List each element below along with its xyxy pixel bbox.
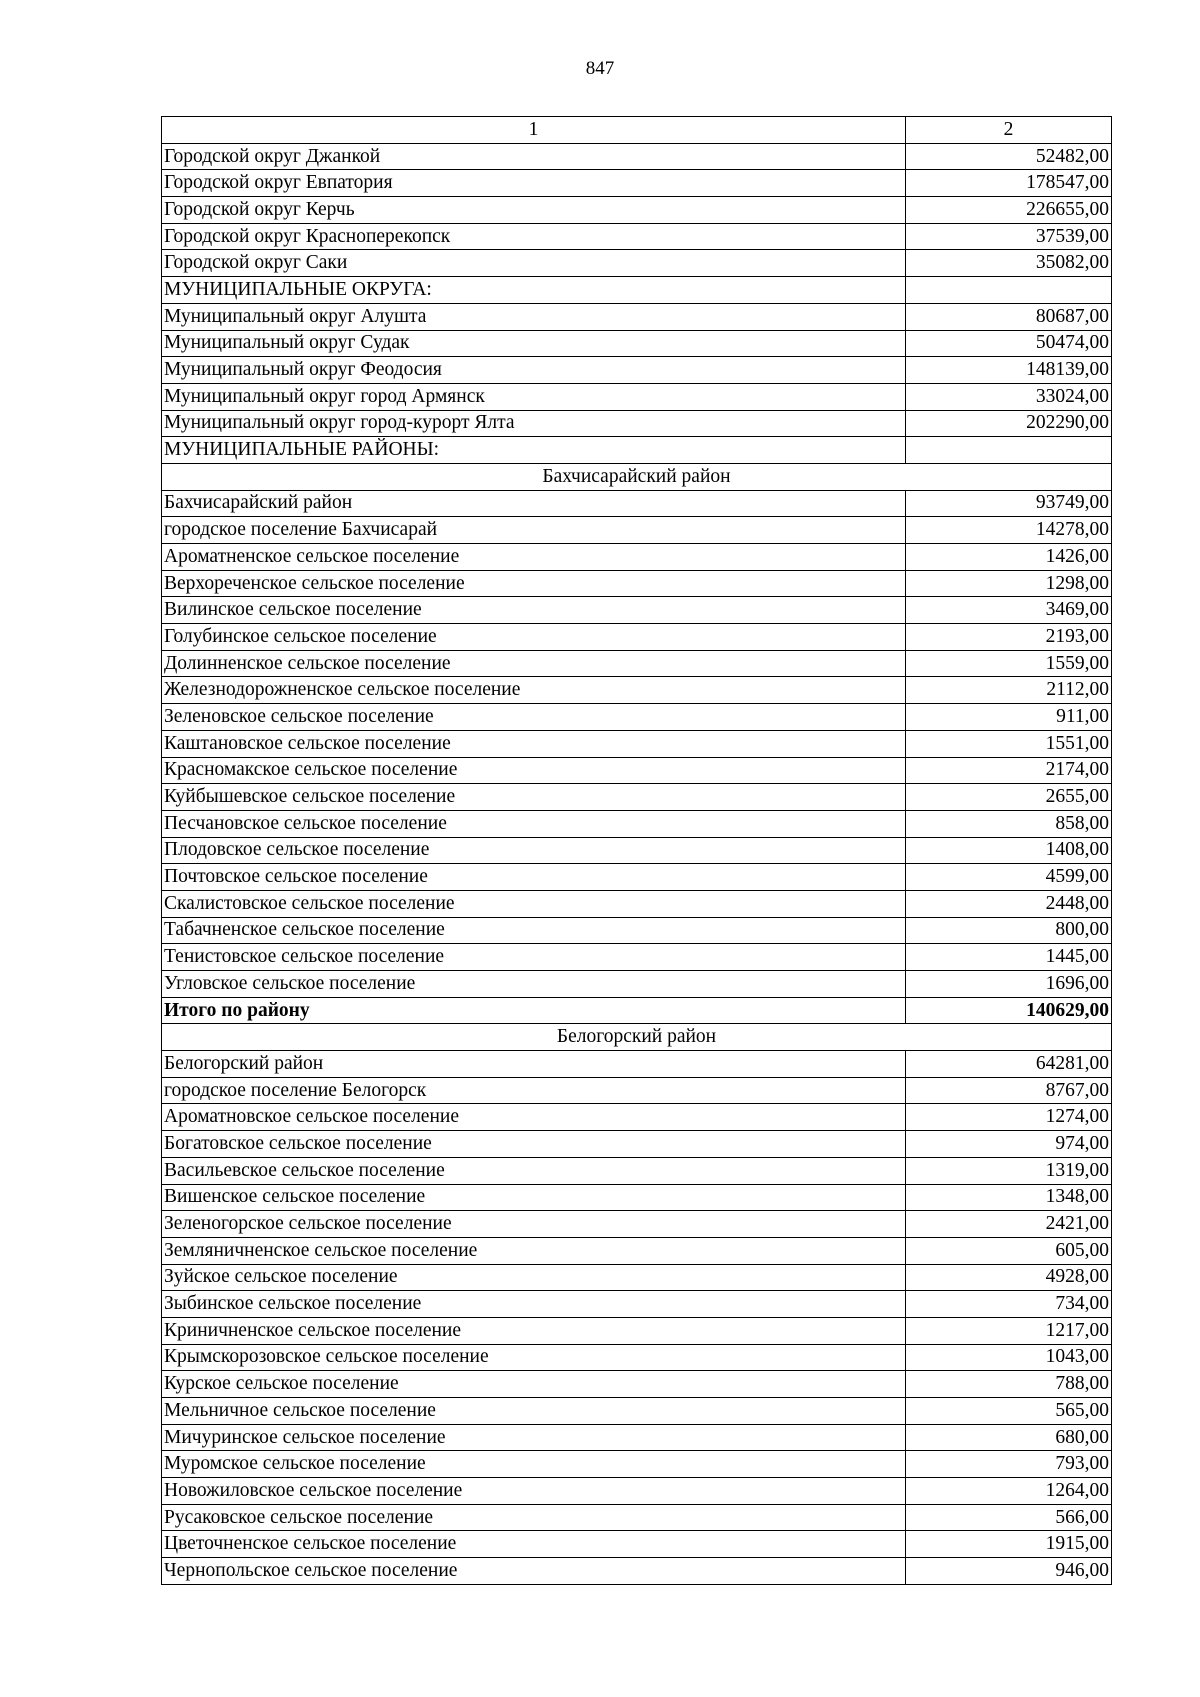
total-row	[162, 997, 1112, 1024]
row-value: 226655,00	[906, 197, 1112, 224]
table-row	[162, 383, 1112, 410]
row-value: 1264,00	[906, 1478, 1112, 1505]
row-name: МУНИЦИПАЛЬНЫЕ ОКРУГА:	[162, 277, 906, 304]
table-row	[162, 410, 1112, 437]
row-value: 202290,00	[906, 410, 1112, 437]
row-value: 148139,00	[906, 357, 1112, 384]
row-name: Песчановское сельское поселение	[162, 810, 906, 837]
row-value: 4928,00	[906, 1264, 1112, 1291]
row-name: Курское сельское поселение	[162, 1371, 906, 1398]
row-value: 793,00	[906, 1451, 1112, 1478]
table-row	[162, 1558, 1112, 1585]
row-name: Васильевское сельское поселение	[162, 1157, 906, 1184]
table-row	[162, 1317, 1112, 1344]
row-name: Итого по району	[162, 997, 906, 1024]
row-value: 946,00	[906, 1558, 1112, 1585]
row-name: Ароматненское сельское поселение	[162, 544, 906, 571]
row-name: Бахчисарайский район	[162, 490, 906, 517]
row-name: городское поселение Бахчисарай	[162, 517, 906, 544]
row-name: Богатовское сельское поселение	[162, 1131, 906, 1158]
row-value: 37539,00	[906, 223, 1112, 250]
row-name: Зеленовское сельское поселение	[162, 704, 906, 731]
table-row	[162, 303, 1112, 330]
row-name: МУНИЦИПАЛЬНЫЕ РАЙОНЫ:	[162, 437, 906, 464]
row-name: Вишенское сельское поселение	[162, 1184, 906, 1211]
row-name: Муромское сельское поселение	[162, 1451, 906, 1478]
table-row	[162, 1077, 1112, 1104]
table-row	[162, 890, 1112, 917]
table-row	[162, 1184, 1112, 1211]
table-row	[162, 1131, 1112, 1158]
row-value: 93749,00	[906, 490, 1112, 517]
header-col2: 2	[906, 117, 1112, 144]
row-name: Цветочненское сельское поселение	[162, 1531, 906, 1558]
row-name: Городской округ Джанкой	[162, 143, 906, 170]
row-value: 2421,00	[906, 1211, 1112, 1238]
row-name: Железнодорожненское сельское поселение	[162, 677, 906, 704]
row-value: 1298,00	[906, 570, 1112, 597]
row-name: Долинненское сельское поселение	[162, 650, 906, 677]
row-value: 565,00	[906, 1398, 1112, 1425]
table-row	[162, 570, 1112, 597]
row-value: 3469,00	[906, 597, 1112, 624]
row-name: Новожиловское сельское поселение	[162, 1478, 906, 1505]
row-name: Городской округ Красноперекопск	[162, 223, 906, 250]
row-name: Плодовское сельское поселение	[162, 837, 906, 864]
row-value: 1408,00	[906, 837, 1112, 864]
table-row	[162, 1211, 1112, 1238]
table-row	[162, 1531, 1112, 1558]
row-name: Верхореченское сельское поселение	[162, 570, 906, 597]
row-name: Зуйское сельское поселение	[162, 1264, 906, 1291]
header-row	[162, 117, 1112, 144]
row-value: 1445,00	[906, 944, 1112, 971]
row-name: Вилинское сельское поселение	[162, 597, 906, 624]
table-row	[162, 1371, 1112, 1398]
table-row	[162, 330, 1112, 357]
table-row	[162, 277, 1112, 304]
row-value: 1915,00	[906, 1531, 1112, 1558]
row-value: 800,00	[906, 917, 1112, 944]
row-name: Голубинское сельское поселение	[162, 624, 906, 651]
table-row	[162, 250, 1112, 277]
table-row	[162, 1264, 1112, 1291]
row-value: 2193,00	[906, 624, 1112, 651]
table-row	[162, 1398, 1112, 1425]
row-value: 1274,00	[906, 1104, 1112, 1131]
table-row	[162, 143, 1112, 170]
row-value: 2655,00	[906, 784, 1112, 811]
row-name: Русаковское сельское поселение	[162, 1504, 906, 1531]
row-name: Куйбышевское сельское поселение	[162, 784, 906, 811]
row-value: 4599,00	[906, 864, 1112, 891]
row-name: Чернопольское сельское поселение	[162, 1558, 906, 1585]
row-name: Муниципальный округ Феодосия	[162, 357, 906, 384]
row-value: 566,00	[906, 1504, 1112, 1531]
row-name: Каштановское сельское поселение	[162, 730, 906, 757]
table-row	[162, 784, 1112, 811]
row-value: 14278,00	[906, 517, 1112, 544]
table-row	[162, 197, 1112, 224]
table-row	[162, 837, 1112, 864]
table-row	[162, 1237, 1112, 1264]
row-name: Земляничненское сельское поселение	[162, 1237, 906, 1264]
table-row	[162, 917, 1112, 944]
row-value	[906, 437, 1112, 464]
row-value: 52482,00	[906, 143, 1112, 170]
row-value	[906, 277, 1112, 304]
row-name: Угловское сельское поселение	[162, 971, 906, 998]
row-value: 788,00	[906, 1371, 1112, 1398]
table-row	[162, 677, 1112, 704]
row-value: 178547,00	[906, 170, 1112, 197]
row-name: Муниципальный округ город Армянск	[162, 383, 906, 410]
table-row	[162, 864, 1112, 891]
row-value: 1319,00	[906, 1157, 1112, 1184]
table-row	[162, 1478, 1112, 1505]
row-name: Почтовское сельское поселение	[162, 864, 906, 891]
table-row	[162, 357, 1112, 384]
row-value: 35082,00	[906, 250, 1112, 277]
table-row	[162, 490, 1112, 517]
table-row	[162, 517, 1112, 544]
row-name: Белогорский район	[162, 1051, 906, 1078]
table-row	[162, 650, 1112, 677]
row-value: 734,00	[906, 1291, 1112, 1318]
row-name: Зеленогорское сельское поселение	[162, 1211, 906, 1238]
row-name: городское поселение Белогорск	[162, 1077, 906, 1104]
row-name: Тенистовское сельское поселение	[162, 944, 906, 971]
row-name: Городской округ Евпатория	[162, 170, 906, 197]
header-col1: 1	[162, 117, 906, 144]
row-name: Крымскорозовское сельское поселение	[162, 1344, 906, 1371]
row-name: Мичуринское сельское поселение	[162, 1424, 906, 1451]
table-row	[162, 544, 1112, 571]
row-value: 911,00	[906, 704, 1112, 731]
row-value: 1696,00	[906, 971, 1112, 998]
row-value: 80687,00	[906, 303, 1112, 330]
row-value: 8767,00	[906, 1077, 1112, 1104]
row-value: 2112,00	[906, 677, 1112, 704]
row-name: Табачненское сельское поселение	[162, 917, 906, 944]
row-name: Мельничное сельское поселение	[162, 1398, 906, 1425]
row-value: 1551,00	[906, 730, 1112, 757]
table-row	[162, 597, 1112, 624]
table-row	[162, 944, 1112, 971]
table-row	[162, 1104, 1112, 1131]
row-value: 1559,00	[906, 650, 1112, 677]
table-row	[162, 730, 1112, 757]
table-row	[162, 757, 1112, 784]
table-row	[162, 223, 1112, 250]
table-row	[162, 170, 1112, 197]
row-name: Красномакское сельское поселение	[162, 757, 906, 784]
row-name: Муниципальный округ город-курорт Ялта	[162, 410, 906, 437]
row-value: 50474,00	[906, 330, 1112, 357]
table-row	[162, 624, 1112, 651]
table-row	[162, 1291, 1112, 1318]
row-value: 33024,00	[906, 383, 1112, 410]
row-value: 2448,00	[906, 890, 1112, 917]
table-row	[162, 1344, 1112, 1371]
row-value: 680,00	[906, 1424, 1112, 1451]
row-name: Скалистовское сельское поселение	[162, 890, 906, 917]
page-number: 847	[585, 58, 615, 79]
table-row	[162, 1451, 1112, 1478]
table-row	[162, 1157, 1112, 1184]
row-value: 64281,00	[906, 1051, 1112, 1078]
row-value: 1348,00	[906, 1184, 1112, 1211]
table-row	[162, 810, 1112, 837]
table-row	[162, 1051, 1112, 1078]
data-table	[161, 116, 1112, 1585]
row-value: 858,00	[906, 810, 1112, 837]
row-name: Городской округ Саки	[162, 250, 906, 277]
table-row	[162, 1504, 1112, 1531]
row-name: Зыбинское сельское поселение	[162, 1291, 906, 1318]
row-name: Муниципальный округ Алушта	[162, 303, 906, 330]
row-value: 974,00	[906, 1131, 1112, 1158]
table-row	[162, 1424, 1112, 1451]
row-name: Ароматновское сельское поселение	[162, 1104, 906, 1131]
section-row	[162, 1024, 1112, 1051]
table-row	[162, 437, 1112, 464]
row-value: 2174,00	[906, 757, 1112, 784]
row-name: Криничненское сельское поселение	[162, 1317, 906, 1344]
row-value: 1426,00	[906, 544, 1112, 571]
table-row	[162, 704, 1112, 731]
row-value: 1043,00	[906, 1344, 1112, 1371]
table-row	[162, 971, 1112, 998]
row-name: Муниципальный округ Судак	[162, 330, 906, 357]
section-row	[162, 463, 1112, 490]
row-value: 140629,00	[906, 997, 1112, 1024]
section-title: Белогорский район	[162, 1024, 1112, 1051]
row-name: Городской округ Керчь	[162, 197, 906, 224]
row-value: 605,00	[906, 1237, 1112, 1264]
section-title: Бахчисарайский район	[162, 463, 1112, 490]
row-value: 1217,00	[906, 1317, 1112, 1344]
